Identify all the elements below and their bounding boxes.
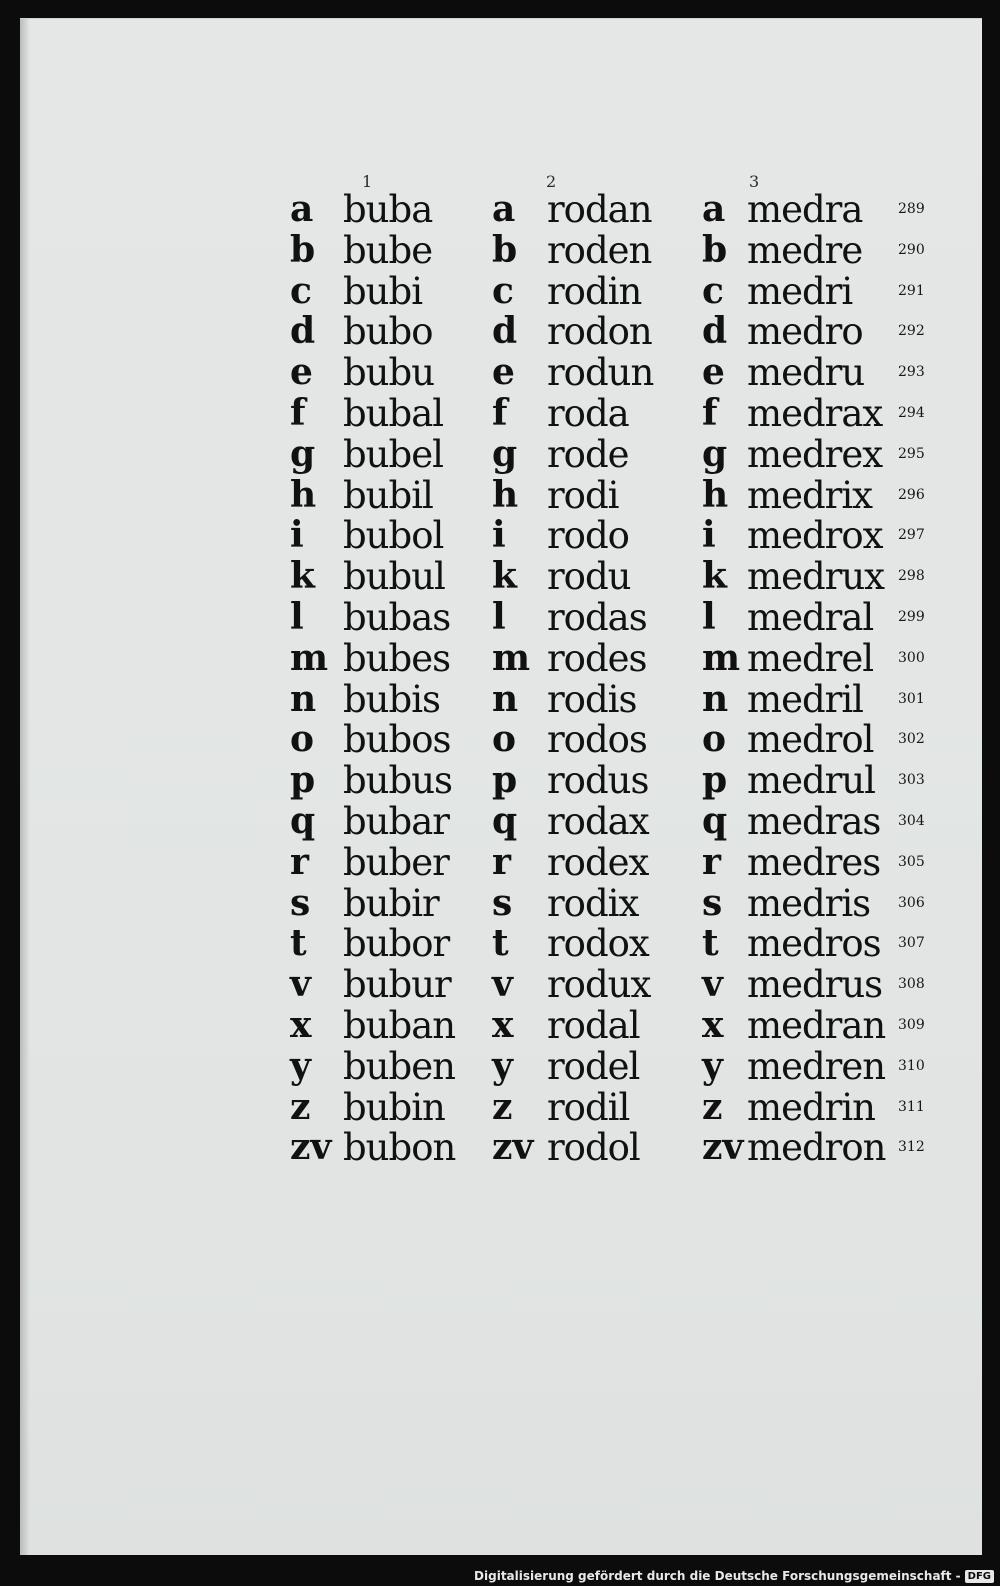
letter-col-3: o: [702, 718, 727, 761]
letter-col-1: q: [290, 800, 316, 842]
letter-col-1: c: [290, 269, 312, 312]
word-col-2: rodis: [547, 677, 637, 721]
word-col-3: medrus: [747, 963, 883, 1007]
letter-col-3: m: [702, 636, 741, 679]
word-col-2: rode: [547, 432, 629, 476]
letter-col-2: t: [492, 922, 509, 965]
letter-col-3: s: [702, 881, 723, 924]
letter-col-3: i: [702, 514, 716, 557]
row-number: 305: [898, 853, 925, 870]
letter-col-1: h: [290, 473, 317, 516]
letter-col-2: h: [492, 473, 519, 516]
word-col-2: rodax: [547, 800, 649, 843]
word-col-3: medrux: [747, 555, 885, 599]
row-number: 306: [898, 894, 925, 911]
letter-col-2: a: [492, 188, 516, 230]
row-number: 299: [898, 609, 925, 625]
row-number: 295: [898, 445, 925, 462]
word-col-2: rodos: [547, 718, 647, 762]
letter-col-2: r: [492, 840, 511, 883]
word-col-3: medres: [747, 840, 881, 884]
row-number: 308: [898, 976, 925, 993]
table-row: [20, 842, 982, 883]
word-col-1: bubin: [343, 1085, 445, 1129]
column-header-2: 2: [546, 172, 557, 191]
column-header-3: 3: [749, 172, 760, 191]
dfg-logo: DFG: [965, 1570, 994, 1583]
table-row: [20, 679, 982, 720]
word-col-1: bubil: [343, 473, 433, 517]
word-col-3: medrox: [747, 514, 883, 558]
letter-col-3: e: [702, 351, 725, 394]
row-number: 291: [898, 282, 925, 299]
letter-col-3: b: [702, 228, 728, 271]
row-number: 300: [898, 649, 925, 666]
word-col-1: buban: [343, 1004, 456, 1047]
table-row: [20, 393, 982, 434]
table-row: [20, 515, 982, 556]
word-col-1: bubu: [343, 351, 435, 395]
letter-col-3: c: [702, 269, 724, 312]
letter-col-1: zv: [290, 1126, 332, 1169]
letter-col-1: t: [290, 922, 307, 965]
letter-col-1: m: [290, 636, 329, 679]
word-col-3: medri: [747, 269, 853, 313]
letter-col-3: h: [702, 473, 729, 516]
word-col-2: rodon: [547, 310, 652, 354]
table-row: [20, 638, 982, 679]
word-col-3: medril: [747, 677, 864, 721]
row-number: 294: [898, 405, 925, 421]
word-col-1: bubas: [343, 596, 451, 639]
word-col-2: rodal: [547, 1004, 640, 1047]
column-header-1: 1: [362, 172, 373, 191]
letter-col-2: z: [492, 1085, 513, 1128]
row-number: 310: [898, 1057, 925, 1074]
letter-col-3: x: [702, 1004, 724, 1046]
word-col-2: rodas: [547, 596, 647, 639]
letter-col-2: zv: [492, 1126, 534, 1169]
table-row: [20, 230, 982, 271]
table-row: [20, 719, 982, 760]
word-col-1: bubus: [343, 759, 453, 803]
word-col-1: buba: [343, 188, 433, 231]
letter-col-2: g: [492, 432, 518, 475]
word-col-2: rodex: [547, 840, 649, 884]
letter-col-1: g: [290, 432, 316, 475]
letter-col-2: o: [492, 718, 517, 761]
word-col-1: bubal: [343, 392, 444, 435]
word-col-3: medrix: [747, 473, 873, 517]
row-number: 293: [898, 364, 925, 381]
letter-col-3: t: [702, 922, 719, 965]
table-row: [20, 801, 982, 842]
letter-col-1: e: [290, 351, 313, 394]
letter-col-1: b: [290, 228, 316, 271]
table-row: [20, 1046, 982, 1087]
table-row: [20, 1005, 982, 1046]
footer-credit: [474, 1569, 994, 1583]
letter-col-1: v: [290, 963, 311, 1006]
word-col-3: medrex: [747, 432, 883, 476]
table-row: [20, 271, 982, 312]
letter-col-2: v: [492, 963, 513, 1006]
word-col-1: bubir: [343, 881, 439, 925]
word-col-1: bubi: [343, 269, 423, 313]
footer-text: Digitalisierung gefördert durch die Deutsche Forschungsgemeinschaft -: [474, 1569, 961, 1583]
word-col-3: medrol: [747, 718, 874, 762]
word-col-1: bubol: [343, 514, 444, 558]
letter-col-3: q: [702, 800, 728, 842]
word-col-1: bubon: [343, 1126, 456, 1170]
word-col-1: bubo: [343, 310, 433, 354]
table-row: [20, 923, 982, 964]
word-col-1: buber: [343, 840, 449, 884]
word-col-2: rodil: [547, 1085, 630, 1129]
word-col-3: medros: [747, 922, 881, 966]
letter-col-3: g: [702, 432, 728, 475]
letter-col-2: y: [492, 1044, 513, 1087]
word-col-3: medren: [747, 1044, 886, 1088]
row-number: 298: [898, 568, 925, 585]
letter-col-3: d: [702, 310, 728, 353]
letter-col-3: a: [702, 188, 726, 230]
letter-col-1: a: [290, 188, 314, 230]
word-col-1: bubos: [343, 718, 451, 762]
table-row: [20, 964, 982, 1005]
row-number: 290: [898, 241, 925, 258]
letter-col-2: s: [492, 881, 513, 924]
word-col-3: medras: [747, 800, 881, 843]
letter-col-1: r: [290, 840, 309, 883]
word-col-1: bubis: [343, 677, 441, 721]
word-col-3: medrul: [747, 759, 876, 803]
letter-col-1: s: [290, 881, 311, 924]
row-number: 296: [898, 486, 925, 503]
word-col-3: medre: [747, 228, 863, 272]
table-row: [20, 189, 982, 230]
word-col-1: bubar: [343, 800, 449, 843]
letter-word-table: [20, 19, 982, 1555]
word-col-2: rodo: [547, 514, 629, 558]
letter-col-1: p: [290, 759, 316, 802]
letter-col-3: f: [702, 392, 718, 434]
row-number: 297: [898, 527, 925, 544]
word-col-2: rodol: [547, 1126, 640, 1170]
row-number: 292: [898, 323, 925, 340]
letter-col-3: l: [702, 596, 716, 638]
word-col-1: bubur: [343, 963, 451, 1007]
word-col-3: medrax: [747, 392, 883, 435]
letter-col-2: q: [492, 800, 518, 842]
row-number: 311: [898, 1098, 925, 1115]
letter-col-3: p: [702, 759, 728, 802]
word-col-3: medral: [747, 596, 874, 639]
letter-col-2: e: [492, 351, 515, 394]
word-col-1: buben: [343, 1044, 455, 1088]
word-col-1: bubes: [343, 636, 451, 680]
word-col-3: medran: [747, 1004, 886, 1047]
row-number: 303: [898, 772, 925, 789]
word-col-2: rodu: [547, 555, 631, 599]
letter-col-1: f: [290, 392, 306, 434]
letter-col-2: f: [492, 392, 508, 434]
letter-col-3: zv: [702, 1126, 744, 1169]
word-col-2: rodix: [547, 881, 639, 925]
row-number: 304: [898, 813, 925, 829]
word-col-3: medron: [747, 1126, 886, 1170]
word-col-2: rodi: [547, 473, 619, 517]
table-row: [20, 883, 982, 924]
letter-col-3: z: [702, 1085, 723, 1128]
word-col-2: rodin: [547, 269, 642, 313]
word-col-2: roden: [547, 228, 652, 272]
letter-col-1: i: [290, 514, 304, 557]
table-row: [20, 311, 982, 352]
letter-col-3: y: [702, 1044, 723, 1087]
letter-col-2: p: [492, 759, 518, 802]
word-col-1: bubor: [343, 922, 450, 966]
letter-col-1: l: [290, 596, 304, 638]
word-col-2: rodux: [547, 963, 651, 1007]
word-col-3: medru: [747, 351, 865, 395]
word-col-3: medra: [747, 188, 863, 231]
word-col-2: rodus: [547, 759, 649, 803]
table-row: [20, 760, 982, 801]
word-col-3: medrel: [747, 636, 874, 680]
word-col-1: bubel: [343, 432, 443, 476]
row-number: 302: [898, 731, 925, 748]
table-row: [20, 1087, 982, 1128]
word-col-2: rodes: [547, 636, 647, 680]
word-col-2: roda: [547, 392, 629, 435]
letter-col-2: m: [492, 636, 531, 679]
letter-col-1: z: [290, 1085, 311, 1128]
letter-col-2: k: [492, 555, 517, 598]
letter-col-1: n: [290, 677, 317, 720]
table-row: [20, 1127, 982, 1168]
letter-col-1: d: [290, 310, 316, 353]
letter-col-3: v: [702, 963, 723, 1006]
letter-col-2: c: [492, 269, 514, 312]
table-row: [20, 556, 982, 597]
word-col-3: medris: [747, 881, 871, 925]
word-col-2: rodan: [547, 188, 652, 231]
letter-col-1: y: [290, 1044, 311, 1087]
word-col-2: rodun: [547, 351, 654, 395]
word-col-3: medro: [747, 310, 863, 354]
row-number: 312: [898, 1139, 925, 1156]
row-number: 289: [898, 201, 925, 217]
table-row: [20, 352, 982, 393]
word-col-2: rodox: [547, 922, 649, 966]
table-row: [20, 434, 982, 475]
letter-col-3: n: [702, 677, 729, 720]
word-col-1: bubul: [343, 555, 445, 599]
book-page: [20, 18, 982, 1555]
letter-col-3: r: [702, 840, 721, 883]
table-row: [20, 597, 982, 638]
letter-col-2: n: [492, 677, 519, 720]
row-number: 301: [898, 690, 925, 707]
word-col-1: bube: [343, 228, 433, 272]
word-col-2: rodel: [547, 1044, 640, 1088]
letter-col-2: l: [492, 596, 506, 638]
word-col-3: medrin: [747, 1085, 876, 1129]
row-number: 309: [898, 1017, 925, 1033]
letter-col-3: k: [702, 555, 727, 598]
letter-col-1: x: [290, 1004, 312, 1046]
letter-col-2: b: [492, 228, 518, 271]
letter-col-2: d: [492, 310, 518, 353]
row-number: 307: [898, 935, 925, 952]
letter-col-2: x: [492, 1004, 514, 1046]
letter-col-1: o: [290, 718, 315, 761]
table-row: [20, 475, 982, 516]
letter-col-2: i: [492, 514, 506, 557]
letter-col-1: k: [290, 555, 315, 598]
